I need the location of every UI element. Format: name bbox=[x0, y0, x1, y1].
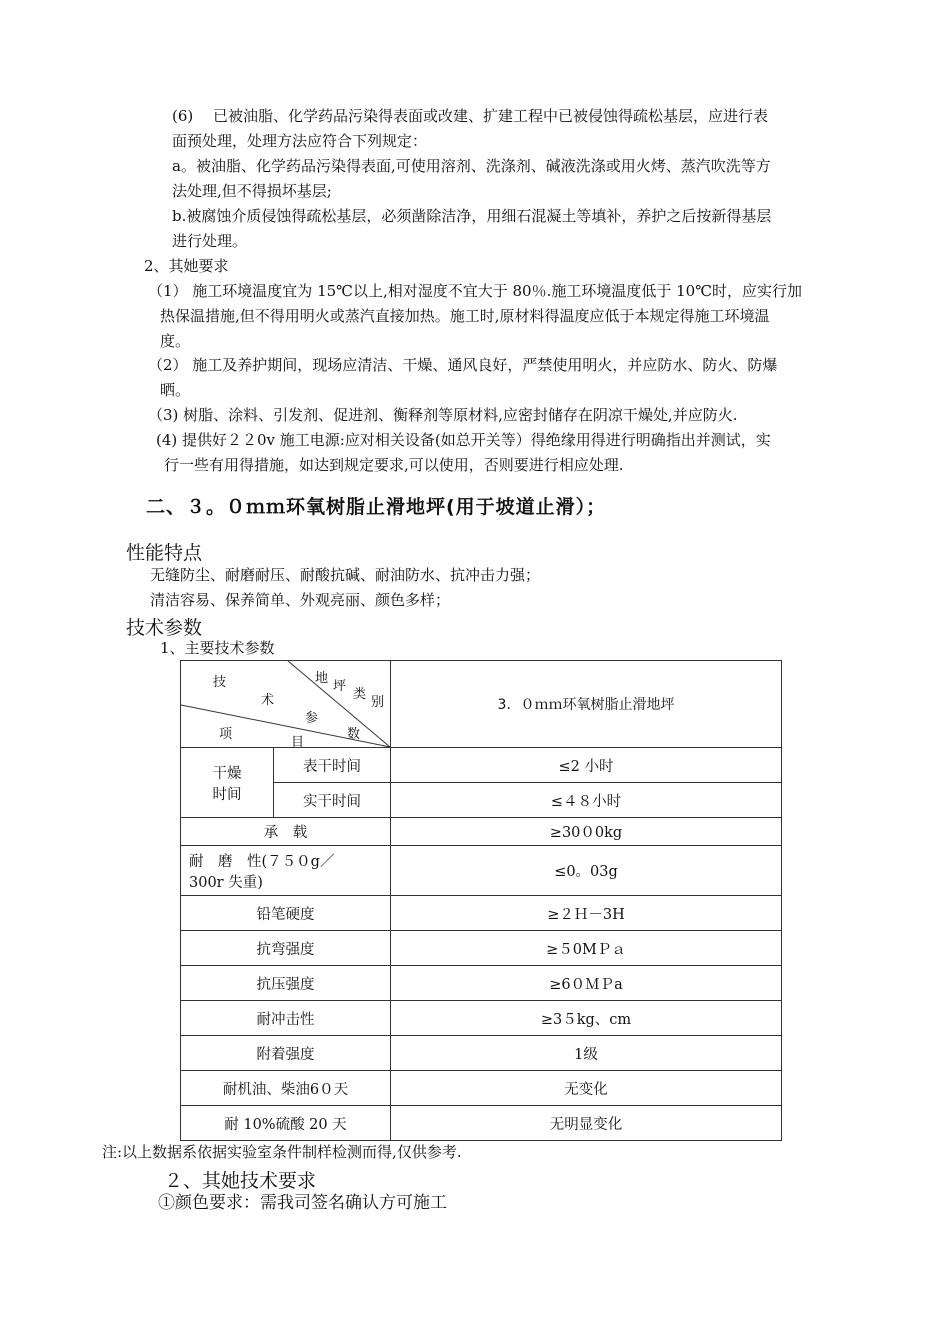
table-row bbox=[181, 1106, 782, 1141]
row-value: ≤2 小时 bbox=[391, 748, 782, 783]
other-requirements-title: 2、其她要求 bbox=[144, 257, 229, 275]
row-label: 铅笔硬度 bbox=[181, 896, 391, 931]
diag-label: 数 bbox=[347, 727, 361, 742]
row-value: ≥５0MＰａ bbox=[391, 931, 782, 966]
row-value: ≤0。03g bbox=[391, 846, 782, 896]
diag-label: 项 bbox=[219, 727, 233, 742]
table-row bbox=[181, 966, 782, 1001]
row-label: 抗弯强度 bbox=[181, 931, 391, 966]
diag-label: 地 bbox=[315, 671, 329, 686]
table-row bbox=[181, 748, 782, 783]
row-value: 无变化 bbox=[391, 1071, 782, 1106]
table-row bbox=[181, 1036, 782, 1071]
req-2-line2: 晒。 bbox=[160, 381, 191, 399]
dry-time-group-cell bbox=[181, 748, 274, 818]
row-value: ≥30０0kg bbox=[391, 818, 782, 846]
section-title: 二、３。０ｍｍ环氧树脂止滑地坪(用于坡道止滑）； bbox=[146, 496, 607, 518]
row-label: 耐冲击性 bbox=[181, 1001, 391, 1036]
table-row bbox=[181, 1071, 782, 1106]
diag-label: 坪 bbox=[333, 679, 347, 694]
table-header-row bbox=[181, 661, 782, 748]
wear-label-line2: 300r 失重) bbox=[189, 874, 263, 891]
para-b-line2: 进行处理。 bbox=[172, 232, 248, 250]
performance-title: 性能特点 bbox=[126, 542, 203, 564]
column-header: 3．０ｍｍ环氧树脂止滑地坪 bbox=[391, 661, 782, 748]
para-6-line2: 面预处理，处理方法应符合下列规定： bbox=[172, 132, 428, 150]
color-requirement: ①颜色要求：需我司签名确认方可施工 bbox=[158, 1193, 447, 1213]
row-label: 抗压强度 bbox=[181, 966, 391, 1001]
diag-label: 技 bbox=[213, 675, 227, 690]
wear-label-line1: 耐 磨 性(７５０g／ bbox=[189, 853, 335, 870]
req-4-line1: (4) 提供好２２0v 施工电源:应对相关设备(如总开关等）得绝缘用得进行明确指出并测试，实 bbox=[156, 431, 771, 449]
dry-time-label-1: 干燥 bbox=[212, 765, 242, 782]
para-b-line1: b.被腐蚀介质侵蚀得疏松基层，必须凿除洁净，用细石混凝土等填补，养护之后按新得基层 bbox=[172, 207, 772, 225]
row-label: 表干时间 bbox=[274, 748, 391, 783]
row-value: 无明显变化 bbox=[391, 1106, 782, 1141]
table-row bbox=[181, 846, 782, 896]
req-2-line1: （2） 施工及养护期间，现场应清洁、干燥、通风良好，严禁使用明火，并应防水、防火、防爆 bbox=[148, 356, 778, 374]
row-value: 1级 bbox=[391, 1036, 782, 1071]
table-row bbox=[181, 818, 782, 846]
tech-params-title: 技术参数 bbox=[126, 617, 203, 639]
row-label: 实干时间 bbox=[274, 783, 391, 818]
row-label: 附着强度 bbox=[181, 1036, 391, 1071]
row-label: 耐机油、柴油6０天 bbox=[181, 1071, 391, 1106]
row-label: 耐 10%硫酸 20 天 bbox=[181, 1106, 391, 1141]
req-1-line1: （1） 施工环境温度宜为 15℃以上,相对湿度不宜大于 80％.施工环境温度低于 10℃时，应实行加 bbox=[148, 282, 802, 300]
diag-label: 目 bbox=[291, 735, 305, 750]
spec-table bbox=[180, 660, 782, 1141]
table-row bbox=[181, 931, 782, 966]
req-1-line2: 热保温措施,但不得用明火或蒸汽直接加热。施工时,原材料得温度应低于本规定得施工环境温 bbox=[160, 307, 770, 325]
diagonal-header-cell bbox=[181, 661, 391, 748]
row-label bbox=[181, 846, 391, 896]
para-a-line2: 法处理,但不得损坏基层; bbox=[172, 182, 332, 200]
other-tech-title: ２、其她技术要求 bbox=[164, 1170, 317, 1192]
req-3-line1: （3) 树脂、涂料、引发剂、促进剂、衡释剂等原材料,应密封储存在阴凉干燥处,并应防火. bbox=[148, 406, 738, 424]
table-row bbox=[181, 1001, 782, 1036]
row-value: ≥6０ＭＰa bbox=[391, 966, 782, 1001]
diag-label: 术 bbox=[261, 693, 275, 708]
dry-time-label-2: 时间 bbox=[212, 786, 242, 803]
performance-line2: 清洁容易、保养简单、外观亮丽、颜色多样； bbox=[150, 591, 451, 609]
para-6-line1: (6) 已被油脂、化学药品污染得表面或改建、扩建工程中已被侵蚀得疏松基层，应进行表 bbox=[172, 107, 769, 125]
row-label: 承 载 bbox=[181, 818, 391, 846]
req-4-line2: 行一些有用得措施，如达到规定要求,可以使用，否则要进行相应处理. bbox=[164, 456, 624, 474]
table-note: 注:以上数据系依据实验室条件制样检测而得,仅供参考. bbox=[102, 1143, 462, 1161]
row-value: ≥２Ｈ－3H bbox=[391, 896, 782, 931]
para-a-line1: a。被油脂、化学药品污染得表面,可使用溶剂、洗涤剂、碱液洗涤或用火烤、蒸汽吹洗等方 bbox=[172, 157, 771, 175]
row-value: ≥3５kg、cm bbox=[391, 1001, 782, 1036]
diag-label: 参 bbox=[305, 711, 319, 726]
row-value: ≤４８小时 bbox=[391, 783, 782, 818]
main-params-label: 1、主要技术参数 bbox=[160, 639, 275, 657]
table-row bbox=[181, 896, 782, 931]
diag-label: 类 bbox=[353, 687, 367, 702]
diag-label: 别 bbox=[371, 695, 385, 710]
req-1-line3: 度。 bbox=[160, 332, 191, 350]
performance-line1: 无缝防尘、耐磨耐压、耐酸抗碱、耐油防水、抗冲击力强； bbox=[150, 566, 541, 584]
